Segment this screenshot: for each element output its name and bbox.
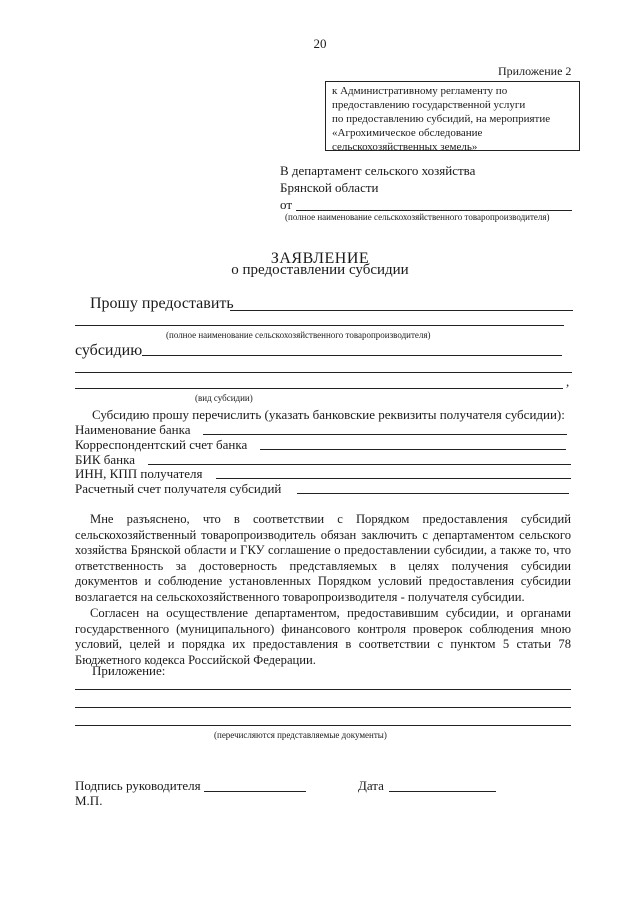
appendix-box bbox=[325, 81, 580, 151]
from-caption: (полное наименование сельскохозяйственного товаропроизводителя) bbox=[285, 212, 550, 222]
terms-paragraph: Мне разъяснено, что в соответствии с Порядком предоставления субсидий сельскохозяйственный товаропроизводитель обязан заключить с департаментом сельского хозяйства Брянской области и ГКУ соглашение о предоставлении субсидии, а также то, что ответственность за достоверность представляемых в целях получения субсидии документов и соблюдение установленных Порядком условий предоставления субсидии возлагается на сельскохозяйственного товаропроизводителя - получателя субсидии. bbox=[75, 512, 571, 604]
settlement-account-field[interactable] bbox=[297, 493, 569, 494]
inn-kpp-field[interactable] bbox=[216, 478, 571, 479]
appendix-line: к Административному регламенту по bbox=[332, 85, 508, 97]
request-label: Прошу предоставить bbox=[90, 295, 234, 312]
bik-field[interactable] bbox=[148, 464, 571, 465]
attachment-field-2[interactable] bbox=[75, 707, 571, 708]
document-subtitle: о предоставлении субсидии bbox=[231, 262, 409, 278]
bank-name-field[interactable] bbox=[203, 434, 567, 435]
corr-account-field[interactable] bbox=[260, 449, 566, 450]
bik-label: БИК банка bbox=[75, 452, 136, 467]
date-field[interactable] bbox=[389, 791, 496, 792]
inn-kpp-label: ИНН, КПП получателя bbox=[75, 466, 203, 481]
request-name-field[interactable] bbox=[230, 310, 573, 311]
settlement-account-label: Расчетный счет получателя субсидий bbox=[75, 481, 282, 496]
page-number: 20 bbox=[313, 36, 327, 51]
signature-head-label: Подпись руководителя bbox=[75, 778, 201, 793]
appendix-line: предоставлению государственной услуги bbox=[332, 99, 526, 111]
date-label: Дата bbox=[358, 778, 384, 793]
appendix-label: Приложение 2 bbox=[498, 64, 572, 78]
stamp-label: М.П. bbox=[75, 793, 103, 808]
signature-field[interactable] bbox=[204, 791, 306, 792]
terms-paragraphs bbox=[75, 512, 571, 668]
attachment-caption: (перечисляются представляемые документы) bbox=[214, 730, 387, 740]
from-field[interactable] bbox=[296, 210, 572, 211]
request-name-field-2[interactable] bbox=[75, 325, 564, 326]
attachment-field-1[interactable] bbox=[75, 689, 571, 690]
attachment-label: Приложение: bbox=[92, 663, 166, 678]
subsidy-field-3[interactable] bbox=[75, 388, 563, 389]
document-title: ЗАЯВЛЕНИЕ bbox=[270, 250, 370, 267]
request-name-caption: (полное наименование сельскохозяйственного товаропроизводителя) bbox=[166, 330, 431, 340]
subsidy-comma: , bbox=[566, 374, 570, 389]
bank-name-label: Наименование банка bbox=[75, 422, 191, 437]
subsidy-field-2[interactable] bbox=[75, 372, 572, 373]
subsidy-label: субсидию bbox=[75, 342, 143, 359]
from-label: от bbox=[280, 197, 293, 212]
appendix-line: «Агрохимическое обследование bbox=[332, 127, 483, 139]
bank-intro: Субсидию прошу перечислить (указать банковские реквизиты получателя субсидии): bbox=[92, 407, 565, 422]
addressee-line-2: Брянской области bbox=[280, 180, 379, 195]
attachment-field-3[interactable] bbox=[75, 725, 571, 726]
addressee-line-1: В департамент сельского хозяйства bbox=[280, 163, 476, 178]
subsidy-kind-caption: (вид субсидии) bbox=[195, 393, 253, 403]
subsidy-field[interactable] bbox=[142, 355, 562, 356]
corr-account-label: Корреспондентский счет банка bbox=[75, 437, 248, 452]
appendix-line: по предоставлению субсидий, на мероприятие bbox=[332, 113, 551, 125]
appendix-line: сельскохозяйственных земель» bbox=[332, 141, 478, 153]
consent-paragraph: Согласен на осуществление департаментом, предоставившим субсидии, и органами государственного (муниципального) финансового контроля проверок соблюдения мною условий, целей и порядка их предоставления в соответствии с пунктом 5 статьи 78 Бюджетного кодекса Российской Федерации. bbox=[75, 606, 571, 667]
